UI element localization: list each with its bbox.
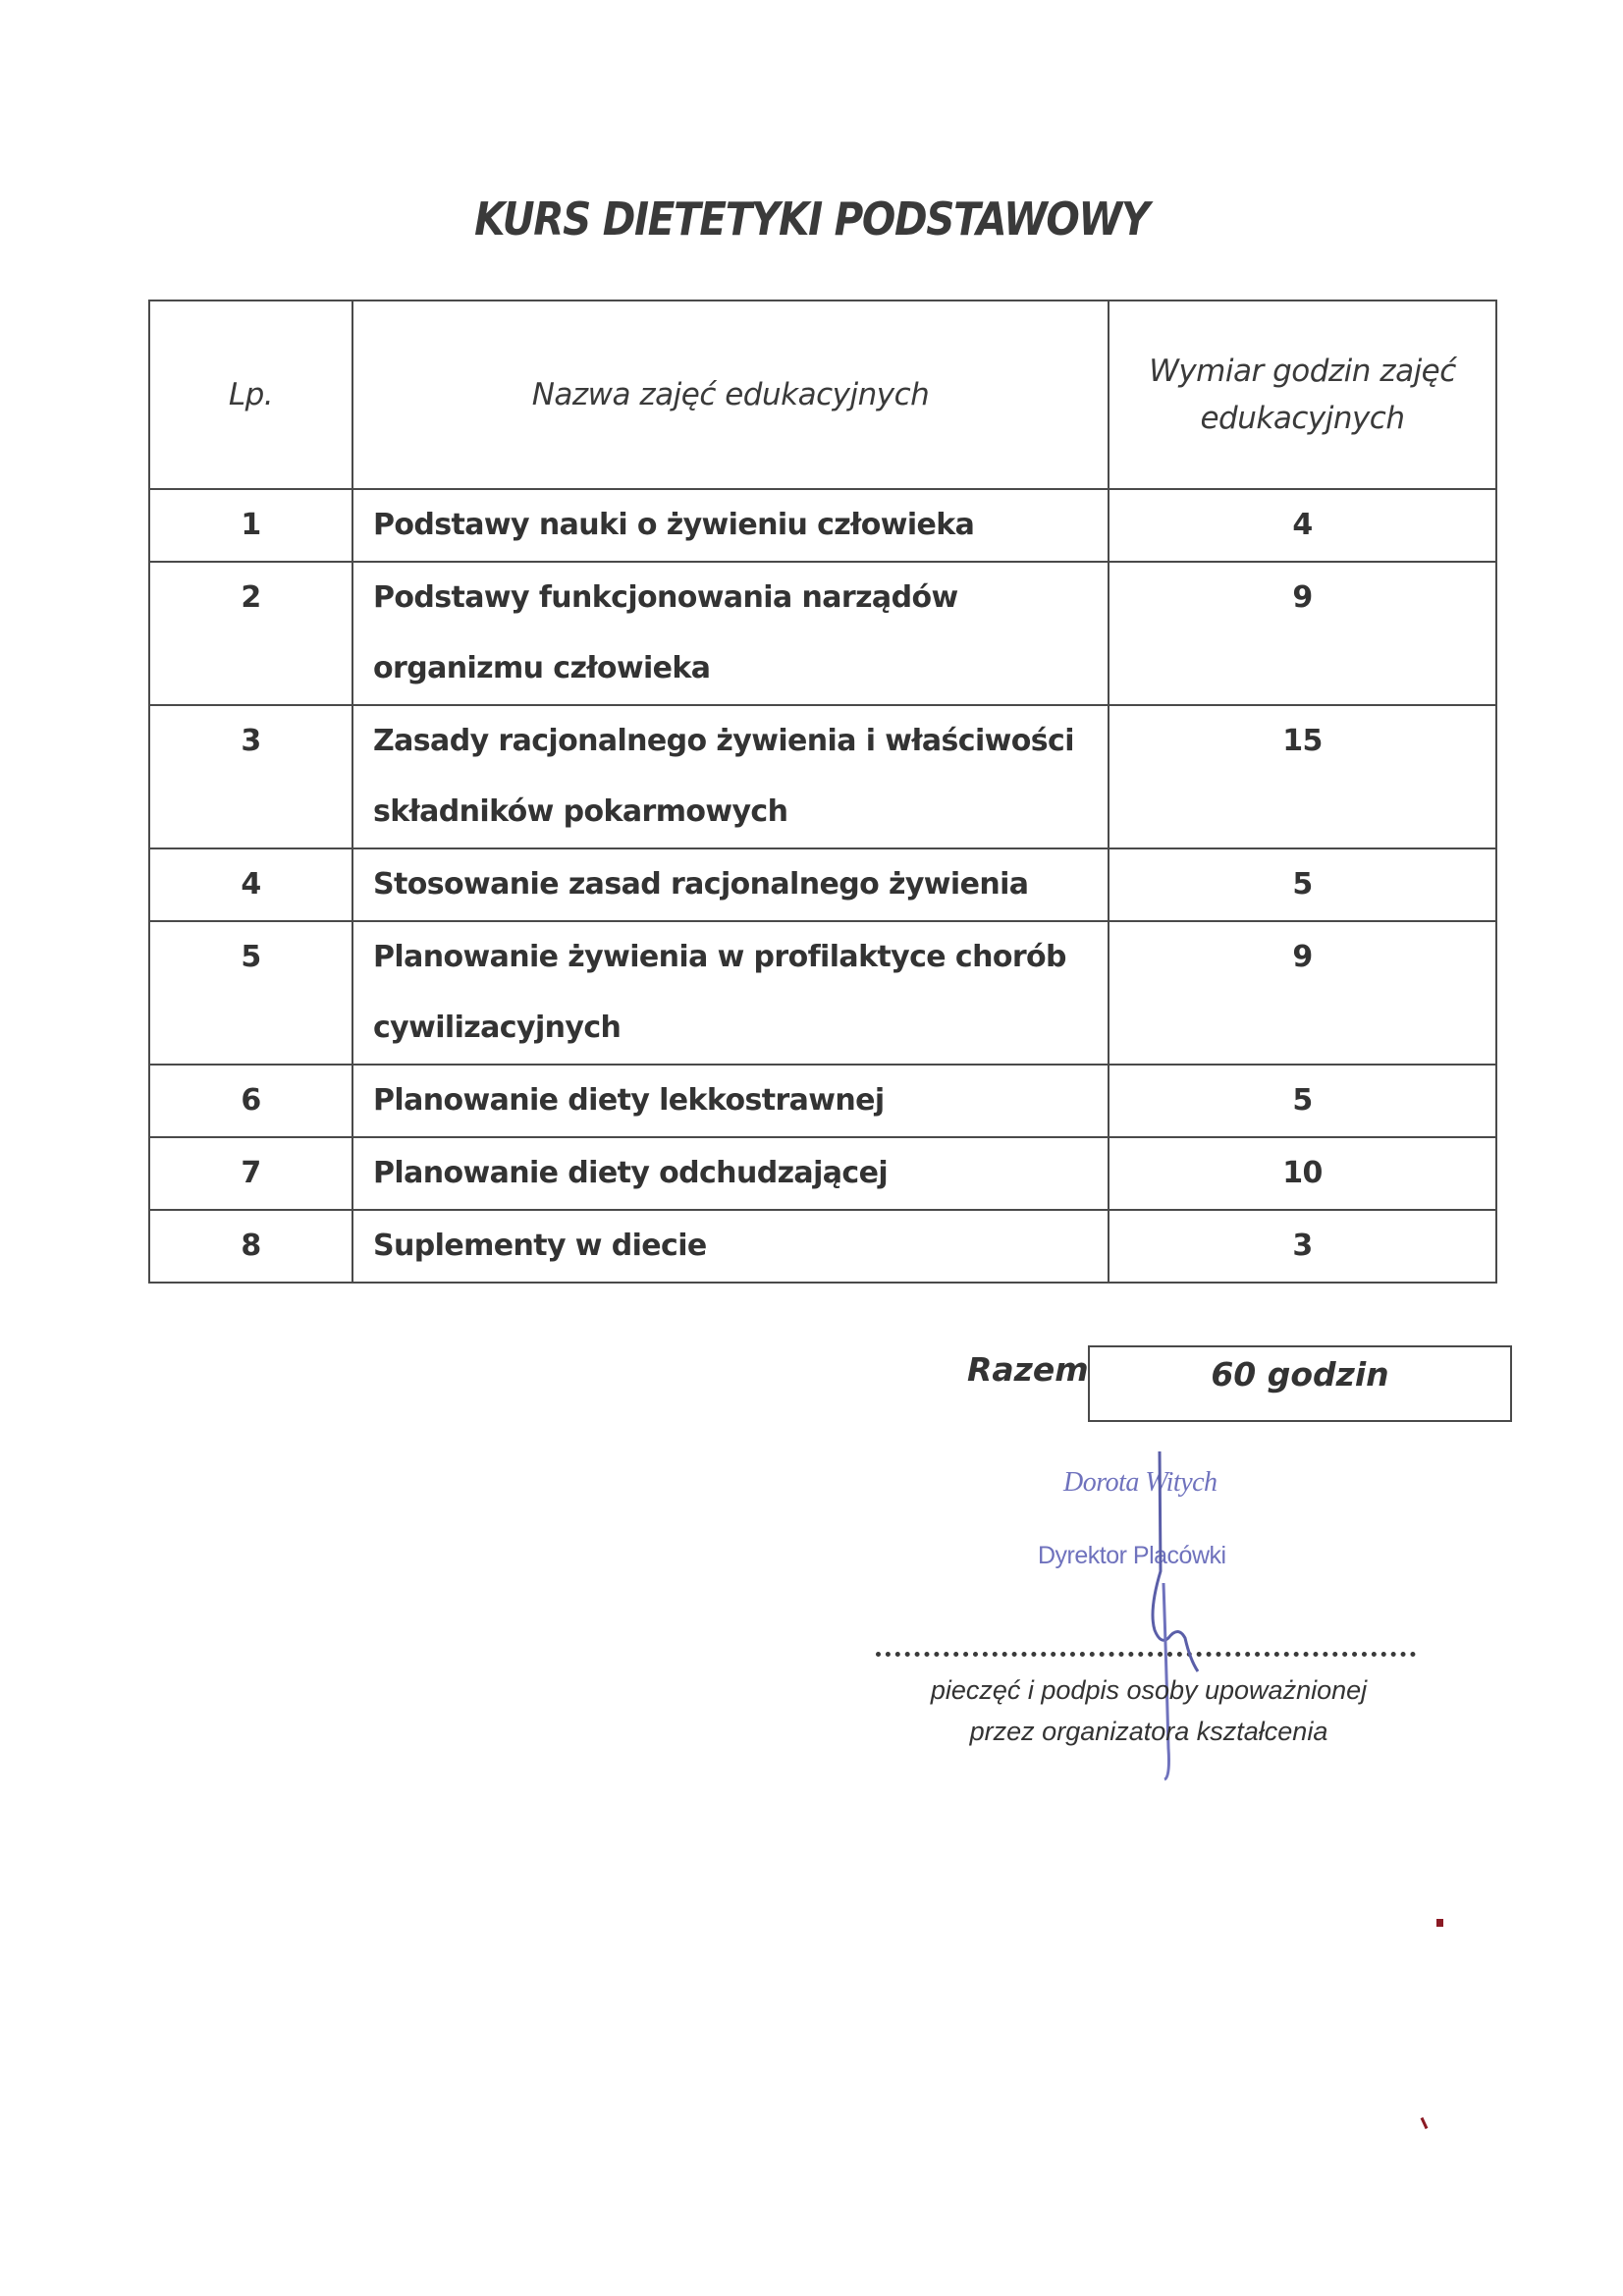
row-hours: 10 [1282, 1156, 1323, 1190]
total-value: 60 godzin [1211, 1355, 1389, 1394]
row-name-line2: cywilizacyjnych [373, 1011, 622, 1045]
row-name-line1: Planowanie żywienia w profilaktyce chorób [373, 940, 1066, 974]
header-lp: Lp. [149, 301, 352, 489]
row-name: Stosowanie zasad racjonalnego żywienia [373, 867, 1029, 902]
row-hours: 15 [1282, 724, 1323, 758]
row-name-line2: organizmu człowieka [373, 651, 711, 685]
row-hours: 9 [1292, 940, 1313, 974]
row-lp: 5 [241, 940, 261, 974]
caption-line1: pieczęć i podpis osoby upoważnionej [930, 1675, 1368, 1705]
stamp-name: Dorota Witych [1063, 1467, 1217, 1498]
signature-caption [864, 1669, 1434, 1752]
scan-speck [1436, 1919, 1443, 1927]
row-lp: 8 [241, 1229, 261, 1263]
row-lp: 7 [241, 1156, 261, 1190]
caption-line2: przez organizatora kształcenia [969, 1717, 1328, 1746]
row-hours: 4 [1292, 508, 1313, 542]
row-hours: 9 [1292, 580, 1313, 615]
row-hours: 5 [1292, 1083, 1313, 1118]
row-lp: 4 [241, 867, 261, 902]
row-name: Podstawy nauki o żywieniu człowieka [373, 508, 975, 542]
row-hours: 3 [1292, 1229, 1313, 1263]
row-name-line1: Zasady racjonalnego żywienia i właściwości [373, 724, 1074, 758]
row-hours: 5 [1292, 867, 1313, 902]
row-name: Suplementy w diecie [373, 1229, 707, 1263]
header-hours-line2: edukacyjnych [1200, 401, 1405, 436]
row-name-line1: Podstawy funkcjonowania narządów [373, 580, 958, 615]
row-name-line2: składników pokarmowych [373, 794, 788, 829]
row-lp: 1 [241, 508, 261, 542]
row-lp: 6 [241, 1083, 261, 1118]
row-lp: 2 [241, 580, 261, 615]
header-name: Nazwa zajęć edukacyjnych [352, 301, 1109, 489]
row-name: Planowanie diety odchudzającej [373, 1156, 889, 1190]
stamp-title: Dyrektor Placówki [1038, 1542, 1226, 1569]
header-hours-line1: Wymiar godzin zajęć [1149, 354, 1456, 389]
row-lp: 3 [241, 724, 261, 758]
total-label: Razem [967, 1350, 1089, 1389]
row-name: Planowanie diety lekkostrawnej [373, 1083, 885, 1118]
document-title: KURS DIETETYKI PODSTAWOWY [474, 192, 1149, 246]
